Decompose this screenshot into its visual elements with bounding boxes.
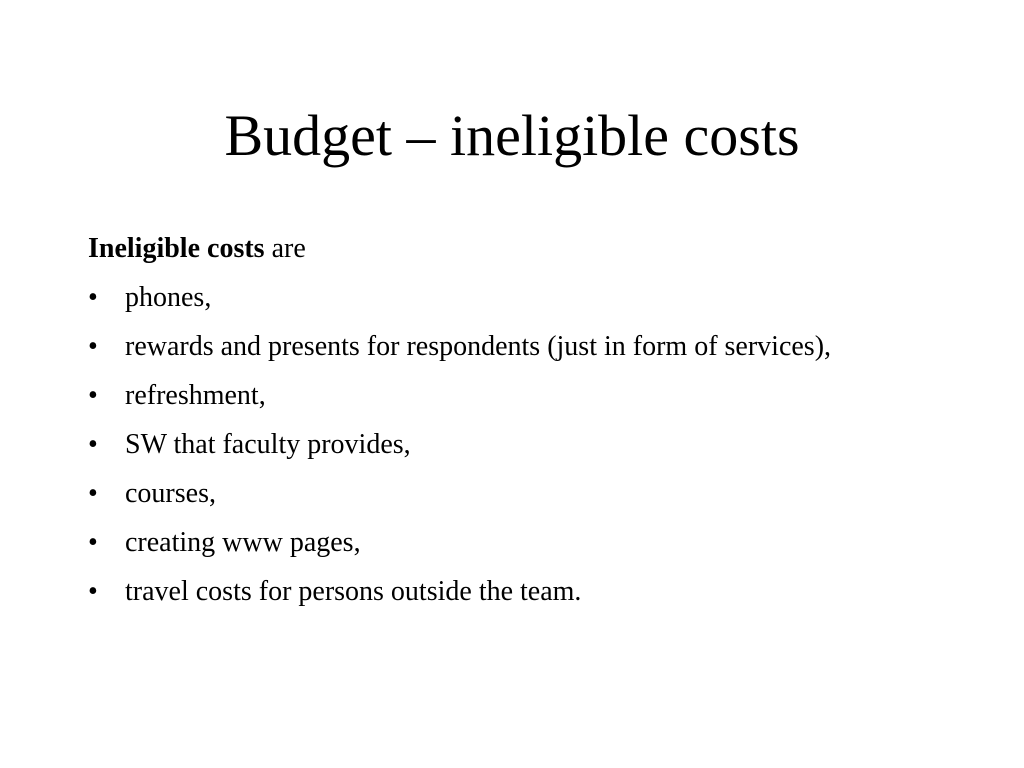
slide-title: Budget – ineligible costs <box>224 103 800 168</box>
bullet-icon: • <box>88 429 98 460</box>
list-item-text: refreshment, <box>125 380 266 411</box>
bullet-icon: • <box>88 478 98 509</box>
list-item-text: courses, <box>125 478 216 509</box>
list-item-text: travel costs for persons outside the team. <box>125 576 582 607</box>
bullet-icon: • <box>88 576 98 607</box>
bullet-icon: • <box>88 282 98 313</box>
list-item-text: phones, <box>125 282 212 313</box>
bullet-icon: • <box>88 380 98 411</box>
list-item-text: SW that faculty provides, <box>125 429 411 460</box>
list-item <box>88 376 888 416</box>
list-item-text: creating www pages, <box>125 527 361 558</box>
list-item <box>88 572 888 612</box>
list-item <box>88 278 888 318</box>
bullet-list <box>88 278 888 612</box>
intro-text: are <box>264 233 306 264</box>
intro-line <box>88 229 888 269</box>
bullet-icon: • <box>88 331 98 362</box>
list-item <box>88 523 888 563</box>
bullet-icon: • <box>88 527 98 558</box>
list-item <box>88 327 888 367</box>
list-item <box>88 425 888 465</box>
intro-bold-text: Ineligible costs <box>88 233 265 264</box>
slide-body <box>88 229 888 621</box>
list-item <box>88 474 888 514</box>
list-item-text: rewards and presents for respondents (just in form of services), <box>125 331 832 362</box>
